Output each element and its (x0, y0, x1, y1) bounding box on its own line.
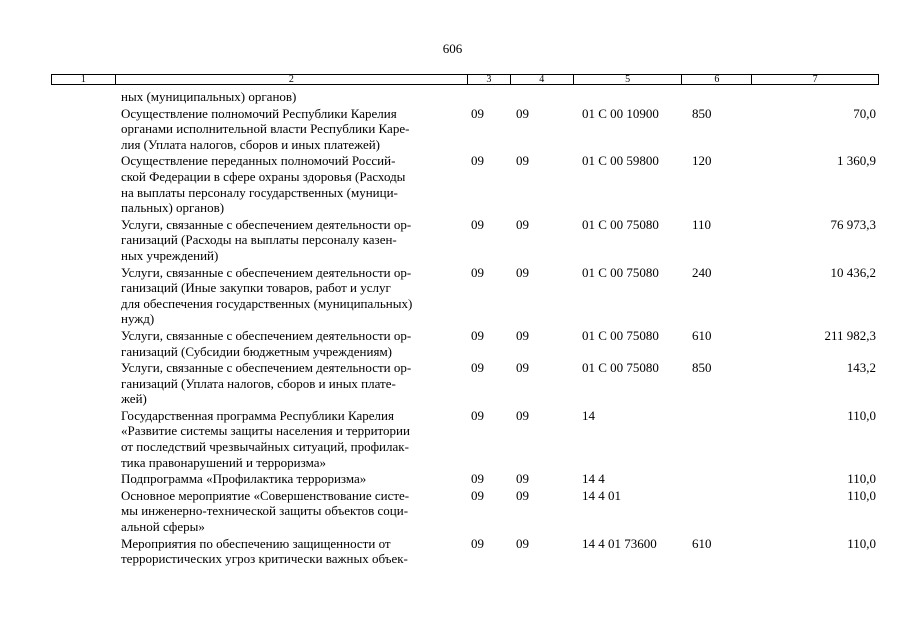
row-name-line: ганизаций (Уплата налогов, сборов и иных плате- (121, 375, 396, 391)
cell-col-6: 110 (692, 216, 712, 232)
header-col-5: 5 (574, 75, 683, 84)
row-name-line: альной сферы» (121, 519, 205, 535)
row-name-line: Государственная программа Республики Карелия (121, 407, 394, 423)
row-name (121, 328, 461, 359)
row-name (121, 360, 461, 407)
cell-col-6: 850 (692, 360, 712, 376)
cell-col-7: 110,0 (847, 487, 876, 503)
cell-col-6: 240 (692, 264, 712, 280)
cell-col-5: 14 4 01 73600 (582, 535, 657, 551)
table-row (0, 488, 905, 535)
header-col-2: 2 (116, 75, 468, 84)
cell-col-4: 09 (516, 487, 529, 503)
row-name-line: Подпрограмма «Профилактика терроризма» (121, 471, 367, 487)
cell-col-7: 1 360,9 (837, 153, 876, 169)
table-row (0, 471, 905, 487)
cell-col-3: 09 (471, 327, 484, 343)
row-name-line: на выплаты персоналу государственных (муници- (121, 184, 398, 200)
cell-col-6: 610 (692, 327, 712, 343)
cell-col-5: 14 (582, 407, 595, 423)
row-name (121, 488, 461, 535)
cell-col-7: 10 436,2 (830, 264, 876, 280)
cell-col-5: 01 С 00 75080 (582, 216, 659, 232)
row-name (121, 471, 461, 487)
row-name (121, 408, 461, 470)
cell-col-6: 610 (692, 535, 712, 551)
cell-col-3: 09 (471, 264, 484, 280)
cell-col-5: 14 4 01 (582, 487, 621, 503)
row-name-line: мы инженерно-технической защиты объектов соци- (121, 503, 409, 519)
table-row (0, 153, 905, 215)
table-row (0, 106, 905, 153)
cell-col-6: 120 (692, 153, 712, 169)
table-row (0, 265, 905, 327)
row-name-line: ской Федерации в сфере охраны здоровья (Расходы (121, 168, 406, 184)
cell-col-4: 09 (516, 360, 529, 376)
cell-col-4: 09 (516, 407, 529, 423)
table-row (0, 536, 905, 567)
cell-col-7: 211 982,3 (824, 327, 876, 343)
header-col-6: 6 (682, 75, 752, 84)
cell-col-4: 09 (516, 216, 529, 232)
row-name-line: Услуги, связанные с обеспечением деятельности ор- (121, 264, 412, 280)
row-name-line: лия (Уплата налогов, сборов и иных платежей) (121, 136, 381, 152)
row-name (121, 217, 461, 264)
page-number: 606 (442, 41, 463, 56)
row-name-line: террористических угроз критически важных объек- (121, 551, 408, 567)
row-name (121, 265, 461, 327)
cell-col-3: 09 (471, 407, 484, 423)
cell-col-4: 09 (516, 535, 529, 551)
table-row (0, 328, 905, 359)
cell-col-3: 09 (471, 487, 484, 503)
cell-col-7: 110,0 (847, 535, 876, 551)
row-name-line: ных (муниципальных) органов) (121, 89, 297, 104)
row-name-line: жей) (121, 391, 147, 407)
row-name-line: ганизаций (Субсидии бюджетным учреждениям) (121, 343, 393, 359)
table-row (0, 217, 905, 264)
row-name-line: Мероприятия по обеспечению защищенности от (121, 535, 391, 551)
table-row (0, 89, 905, 105)
row-name-line: Услуги, связанные с обеспечением деятельности ор- (121, 216, 412, 232)
cell-col-4: 09 (516, 105, 529, 121)
row-name-line: Осуществление переданных полномочий Россий- (121, 153, 396, 169)
cell-col-5: 14 4 (582, 471, 605, 487)
row-name-line: для обеспечения государственных (муниципальных) (121, 295, 413, 311)
cell-col-4: 09 (516, 471, 529, 487)
cell-col-5: 01 С 00 75080 (582, 360, 659, 376)
cell-col-7: 110,0 (847, 471, 876, 487)
row-name-line: пальных) органов) (121, 200, 225, 216)
table-row (0, 408, 905, 470)
row-name-line: «Развитие системы защиты населения и территории (121, 423, 410, 439)
row-name-line: Основное мероприятие «Совершенствование систе- (121, 487, 410, 503)
header-col-1: 1 (52, 75, 116, 84)
table-header (51, 74, 879, 85)
cell-col-4: 09 (516, 327, 529, 343)
cell-col-7: 110,0 (847, 407, 876, 423)
cell-col-5: 01 С 00 75080 (582, 264, 659, 280)
row-name-line: ганизаций (Расходы на выплаты персоналу казен- (121, 232, 397, 248)
header-col-4: 4 (511, 75, 574, 84)
row-name (121, 89, 461, 105)
cell-col-7: 70,0 (853, 105, 876, 121)
table-row (0, 360, 905, 407)
row-name-line: нужд) (121, 311, 155, 327)
row-name (121, 153, 461, 215)
cell-col-4: 09 (516, 264, 529, 280)
header-col-3: 3 (468, 75, 511, 84)
row-name-line: органами исполнительной власти Республики Каре- (121, 121, 410, 137)
cell-col-5: 01 С 00 75080 (582, 327, 659, 343)
table-body (0, 89, 905, 568)
cell-col-3: 09 (471, 360, 484, 376)
cell-col-3: 09 (471, 471, 484, 487)
row-name-line: Услуги, связанные с обеспечением деятельности ор- (121, 360, 412, 376)
cell-col-3: 09 (471, 105, 484, 121)
row-name-line: ных учреждений) (121, 247, 219, 263)
cell-col-7: 143,2 (846, 360, 876, 376)
row-name-line: от последствий чрезвычайных ситуаций, профилак- (121, 439, 409, 455)
row-name (121, 106, 461, 153)
row-name-line: тика правонарушений и терроризма» (121, 454, 326, 470)
cell-col-5: 01 С 00 10900 (582, 105, 659, 121)
header-col-7: 7 (812, 74, 818, 85)
cell-col-3: 09 (471, 153, 484, 169)
cell-col-4: 09 (516, 153, 529, 169)
cell-col-6: 850 (692, 105, 712, 121)
row-name (121, 536, 461, 567)
row-name-line: Услуги, связанные с обеспечением деятельности ор- (121, 327, 412, 343)
row-name-line: Осуществление полномочий Республики Карелия (121, 105, 397, 121)
cell-col-3: 09 (471, 216, 484, 232)
cell-col-3: 09 (471, 535, 484, 551)
row-name-line: ганизаций (Иные закупки товаров, работ и услуг (121, 280, 391, 296)
cell-col-7: 76 973,3 (830, 216, 876, 232)
cell-col-5: 01 С 00 59800 (582, 153, 659, 169)
